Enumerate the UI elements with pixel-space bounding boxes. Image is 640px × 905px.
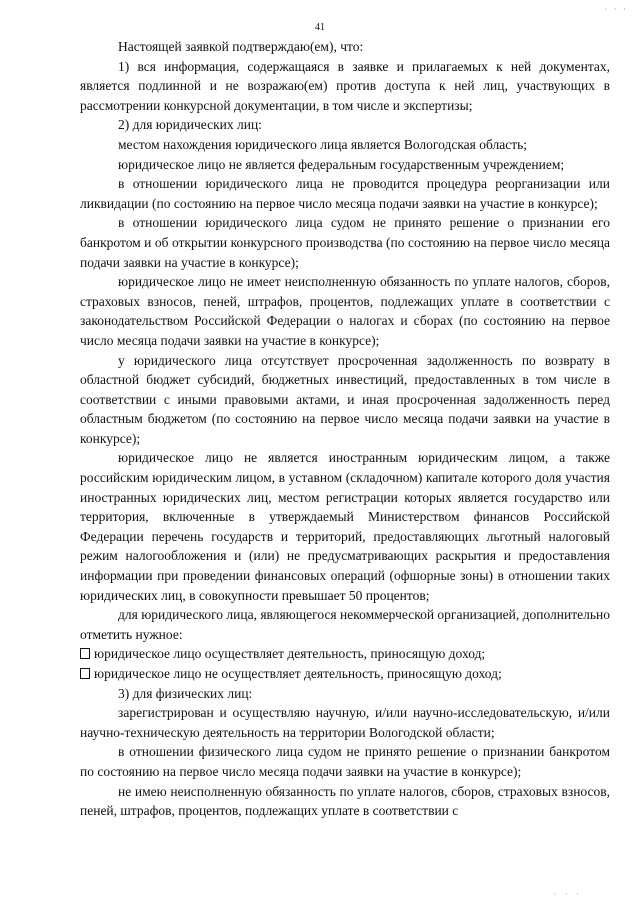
- legal-entity-location: местом нахождения юридического лица является Вологодская область;: [118, 136, 528, 152]
- page-number: 41: [315, 22, 325, 33]
- option-does-business-label: юридическое лицо осуществляет деятельность, приносящую доход;: [94, 646, 486, 662]
- document-body: [80, 37, 610, 821]
- legal-entity-no-tax-debt: юридическое лицо не имеет неисполненную обязанность по уплате налогов, сборов, страховых взносов, пеней, штрафов, процентов, подлежащих уплате в соответствии с законодательством Российской Федерации о налогах и сборах (по состоянию на первое число месяца подачи заявки на участие в конкурсе);: [80, 274, 610, 348]
- checkbox-icon[interactable]: [80, 648, 90, 659]
- individual-registered: зарегистрирован и осуществляю научную, и/или научно-исследовательскую, и/или научно-техническую деятельность на территории Вологодской области;: [80, 705, 610, 740]
- individual-no-bankruptcy: в отношении физического лица судом не принято решение о признании банкротом по состоянию на первое число месяца подачи заявки на участие в конкурсе);: [80, 744, 610, 779]
- section-3-heading: 3) для физических лиц:: [118, 685, 253, 701]
- scan-corner-mark: · · ·: [604, 4, 628, 14]
- option-no-business-label: юридическое лицо не осуществляет деятельность, приносящую доход;: [94, 666, 502, 681]
- option-does-business: [80, 644, 610, 664]
- section-2-heading: 2) для юридических лиц:: [118, 117, 262, 133]
- legal-entity-no-overdue-debt: у юридического лица отсутствует просроченная задолженность по возврату в областной бюджет субсидий, бюджетных инвестиций, предоставленных в том числе в соответствии с иными правовыми актами, и иная просроченная задолженность перед областным бюджетом (по состоянию на первое число месяца подачи заявки на участие в конкурсе);: [80, 352, 610, 446]
- checkbox-icon[interactable]: [80, 668, 90, 679]
- legal-entity-not-federal: юридическое лицо не является федеральным государственным учреждением;: [118, 156, 565, 172]
- option-no-business: [80, 664, 610, 684]
- legal-entity-no-reorganization: в отношении юридического лица не проводится процедура реорганизации или ликвидации (по состоянию на первое число месяца подачи заявки на участие в конкурсе);: [80, 176, 610, 211]
- scan-bottom-mark: · · ·: [553, 889, 582, 899]
- intro-paragraph: Настоящей заявкой подтверждаю(ем), что:: [118, 39, 364, 54]
- nonprofit-note: для юридического лица, являющегося некоммерческой организацией, дополнительно отметить нужное:: [80, 607, 611, 642]
- individual-no-tax-debt: не имею неисполненную обязанность по уплате налогов, сборов, страховых взносов, пеней, штрафов, процентов, подлежащих уплате в соответствии с: [80, 783, 610, 819]
- legal-entity-no-bankruptcy: в отношении юридического лица судом не принято решение о признании его банкротом и об открытии конкурсного производства (по состоянию на первое число месяца подачи заявки на участие в конкурсе);: [80, 215, 610, 270]
- paragraph-1: 1) вся информация, содержащаяся в заявке и прилагаемых к ней документах, является подлинной и не возражаю(ем) против доступа к ней лиц, участвующих в рассмотрении конкурсной документации, в том числе и экспертизы;: [80, 58, 610, 113]
- legal-entity-not-foreign: юридическое лицо не является иностранным юридическим лицом, а также российским юридическим лицом, в уставном (складочном) капитале которого доля участия иностранных юридических лиц, местом регистрации которых является государство или территория, включенные в утверждаемый Министерством финансов Российской Федерации перечень государств и территорий, предоставляющих льготный налоговый режим налогообложения и (или) не предусматривающих раскрытия и предоставления информации при проведении финансовых операций (офшорные зоны) в отношении таких юридических лиц, в совокупности превышает 50 процентов;: [80, 450, 610, 603]
